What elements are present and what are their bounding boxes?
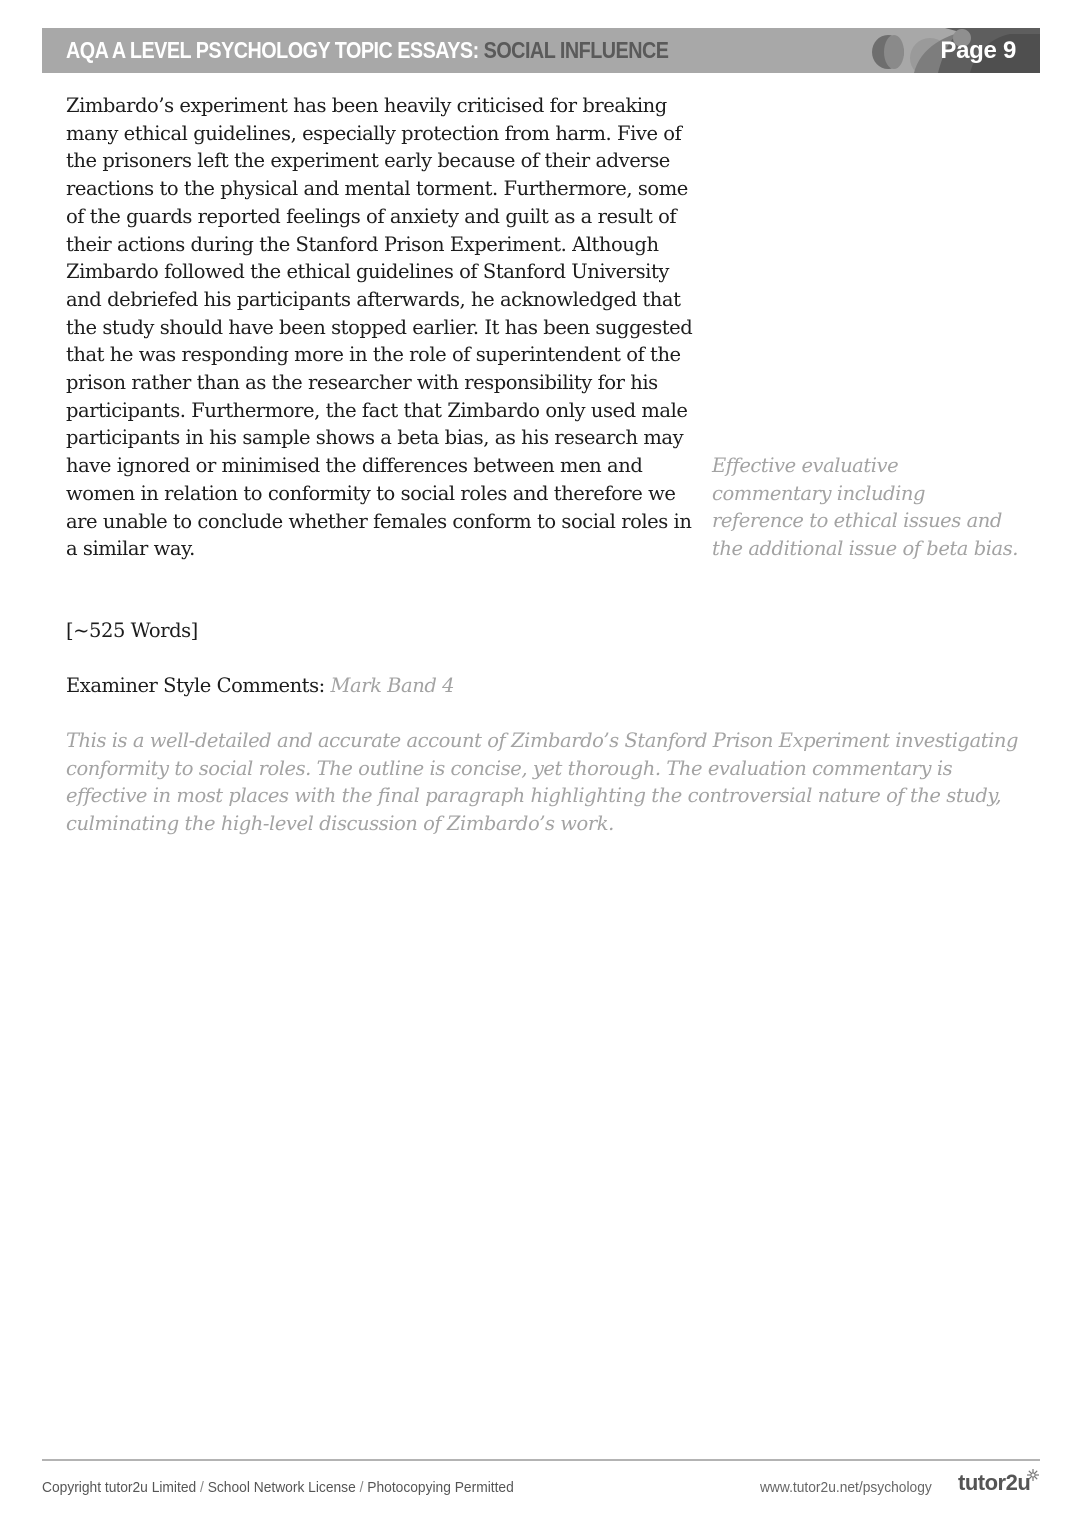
- photocopy-text: Photocopying Permitted: [367, 1479, 514, 1496]
- separator: /: [355, 1479, 368, 1496]
- examiner-comment: This is a well-detailed and accurate account of Zimbardo’s Stanford Prison Experiment investigating conformity to social roles. The outline is concise, yet thorough. The evaluation commentary is effective in most places with the final paragraph highlighting the controversial nature of the study, culminating the high-level discussion of Zimbardo’s work.: [66, 729, 1019, 836]
- essay-paragraph: Zimbardo’s experiment has been heavily criticised for breaking many ethical guidelines, especially protection from harm. Five of the prisoners left the experiment early because of their adverse reactions to the physical and mental torment. Furthermore, some of the guards reported feelings of anxiety and guilt as a result of their actions during the Stanford Prison Experiment. Although Zimbardo followed the ethical guidelines of Stanford University and debriefed his participants afterwards, he acknowledged that the study should have been stopped earlier. It has been suggested that he was responding more in the role of superintendent of the prison rather than as the researcher with responsibility for his participants. Furthermore, the fact that Zimbardo only used male participants in his sample shows a beta bias, as his research may have ignored or minimised the differences between men and women in relation to conformity to social roles and therefore we are unable to conclude whether females conform to social roles in a similar way.: [66, 94, 693, 561]
- tutor2u-logo: tutor2u: [958, 1470, 1031, 1495]
- header-band: [42, 28, 1040, 73]
- logo-flower-icon: [1026, 1468, 1040, 1482]
- page-number: Page 9: [940, 37, 1016, 64]
- license-text: School Network License: [207, 1479, 356, 1496]
- document-title: [66, 37, 668, 64]
- footer-copyright: [42, 1479, 514, 1496]
- separator: /: [196, 1479, 208, 1496]
- footer-url-link[interactable]: www.tutor2u.net/psychology: [760, 1479, 932, 1496]
- title-topic: SOCIAL INFLUENCE: [483, 37, 669, 63]
- copyright-text: Copyright tutor2u Limited: [42, 1479, 197, 1496]
- title-main: AQA A LEVEL PSYCHOLOGY TOPIC ESSAYS:: [66, 37, 484, 63]
- mark-band: Mark Band 4: [330, 674, 455, 697]
- examiner-label: Examiner Style Comments:: [66, 674, 331, 697]
- word-count: [~525 Words]: [66, 619, 198, 642]
- margin-commentary: Effective evaluative commentary including reference to ethical issues and the additional issue of beta bias.: [712, 454, 1019, 561]
- examiner-comments-heading: [66, 672, 454, 700]
- footer-divider: [42, 1459, 1040, 1461]
